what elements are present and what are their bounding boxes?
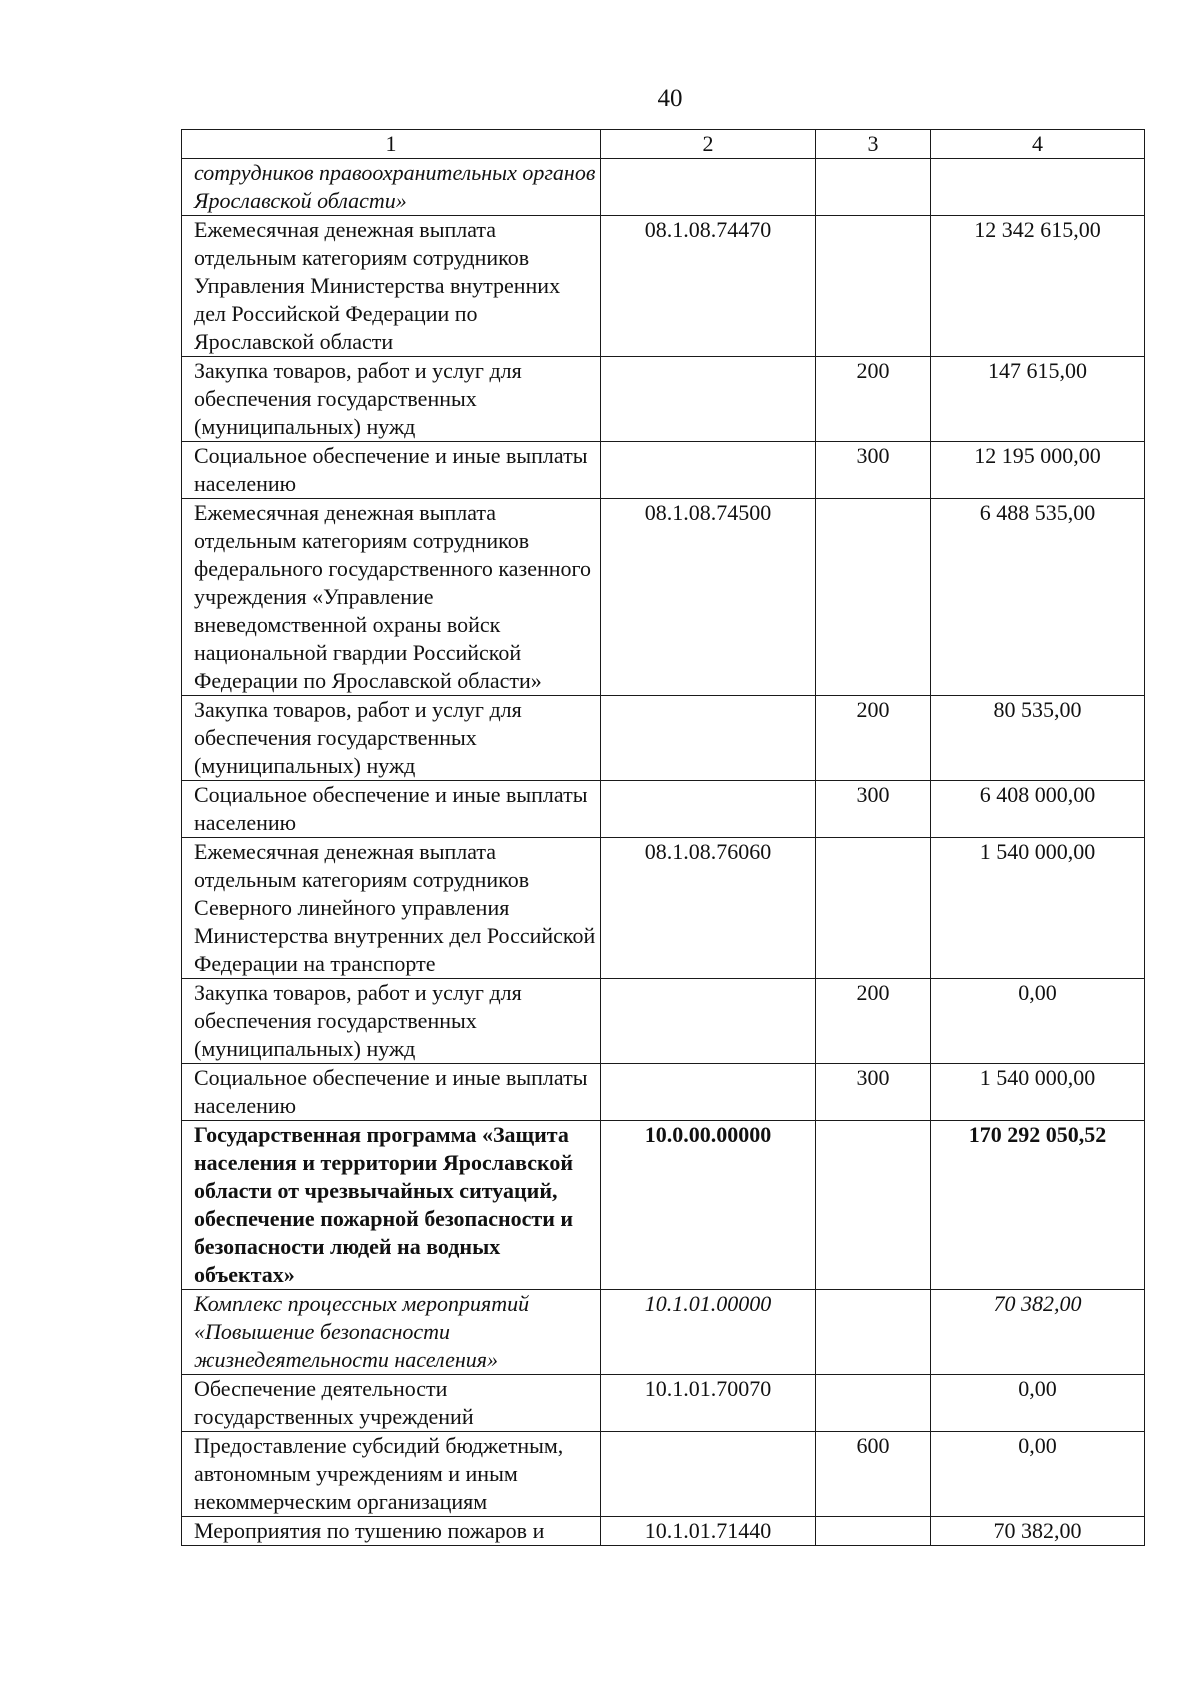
row-type-cell: 200 [816, 357, 931, 442]
row-name-cell: Социальное обеспечение и иные выплаты населению [182, 781, 601, 838]
row-name-cell: Закупка товаров, работ и услуг для обеспечения государственных (муниципальных) нужд [182, 357, 601, 442]
budget-table [181, 129, 1145, 1546]
row-name-cell: Закупка товаров, работ и услуг для обеспечения государственных (муниципальных) нужд [182, 696, 601, 781]
row-amount-cell: 1 540 000,00 [931, 1064, 1145, 1121]
table-row [182, 781, 1145, 838]
row-code-cell: 08.1.08.74500 [601, 499, 816, 696]
table-row [182, 1432, 1145, 1517]
table-row [182, 357, 1145, 442]
row-amount-cell: 170 292 050,52 [931, 1121, 1145, 1290]
row-code-cell: 10.1.01.70070 [601, 1375, 816, 1432]
header-col-2: 2 [601, 130, 816, 159]
row-name-cell: Ежемесячная денежная выплата отдельным категориям сотрудников Северного линейного управления Министерства внутренних дел Российской Федерации на транспорте [182, 838, 601, 979]
row-name-cell: Предоставление субсидий бюджетным, автономным учреждениям и иным некоммерческим организациям [182, 1432, 601, 1517]
row-name-cell: Закупка товаров, работ и услуг для обеспечения государственных (муниципальных) нужд [182, 979, 601, 1064]
table-row [182, 1517, 1145, 1546]
row-code-cell [601, 159, 816, 216]
row-type-cell [816, 1121, 931, 1290]
row-code-cell [601, 979, 816, 1064]
row-name-cell: Ежемесячная денежная выплата отдельным категориям сотрудников федерального государственного казенного учреждения «Управление вневедомственной охраны войск национальной гвардии Российской Федерации по Ярославской области» [182, 499, 601, 696]
row-type-cell: 200 [816, 696, 931, 781]
row-type-cell [816, 1375, 931, 1432]
row-amount-cell: 80 535,00 [931, 696, 1145, 781]
table-row [182, 499, 1145, 696]
row-type-cell: 300 [816, 781, 931, 838]
row-amount-cell: 0,00 [931, 979, 1145, 1064]
table-row [182, 1290, 1145, 1375]
row-type-cell [816, 1517, 931, 1546]
table-row [182, 696, 1145, 781]
row-amount-cell: 12 342 615,00 [931, 216, 1145, 357]
row-name-cell: сотрудников правоохранительных органов Ярославской области» [182, 159, 601, 216]
table-row [182, 838, 1145, 979]
row-amount-cell: 0,00 [931, 1375, 1145, 1432]
row-name-cell: Ежемесячная денежная выплата отдельным категориям сотрудников Управления Министерства внутренних дел Российской Федерации по Ярославской области [182, 216, 601, 357]
row-code-cell [601, 1064, 816, 1121]
row-type-cell [816, 499, 931, 696]
row-name-cell: Обеспечение деятельности государственных учреждений [182, 1375, 601, 1432]
row-type-cell [816, 838, 931, 979]
table-row [182, 159, 1145, 216]
row-name-cell: Социальное обеспечение и иные выплаты населению [182, 1064, 601, 1121]
row-code-cell: 08.1.08.76060 [601, 838, 816, 979]
row-amount-cell: 70 382,00 [931, 1290, 1145, 1375]
header-col-4: 4 [931, 130, 1145, 159]
table-row [182, 1121, 1145, 1290]
row-code-cell [601, 357, 816, 442]
row-code-cell: 10.0.00.00000 [601, 1121, 816, 1290]
table-row [182, 1064, 1145, 1121]
header-col-1: 1 [182, 130, 601, 159]
table-row [182, 1375, 1145, 1432]
table-header-row [182, 130, 1145, 159]
row-type-cell [816, 159, 931, 216]
row-type-cell: 300 [816, 442, 931, 499]
row-amount-cell: 6 408 000,00 [931, 781, 1145, 838]
row-name-cell: Социальное обеспечение и иные выплаты населению [182, 442, 601, 499]
row-amount-cell: 147 615,00 [931, 357, 1145, 442]
page-number: 40 [657, 85, 683, 112]
row-code-cell: 10.1.01.00000 [601, 1290, 816, 1375]
row-code-cell [601, 442, 816, 499]
row-type-cell: 300 [816, 1064, 931, 1121]
row-amount-cell: 6 488 535,00 [931, 499, 1145, 696]
row-code-cell [601, 781, 816, 838]
row-amount-cell: 70 382,00 [931, 1517, 1145, 1546]
row-name-cell: Государственная программа «Защита населения и территории Ярославской области от чрезвычайных ситуаций, обеспечение пожарной безопасности и безопасности людей на водных объектах» [182, 1121, 601, 1290]
row-type-cell: 600 [816, 1432, 931, 1517]
row-amount-cell: 0,00 [931, 1432, 1145, 1517]
row-code-cell [601, 1432, 816, 1517]
row-type-cell [816, 216, 931, 357]
row-name-cell: Мероприятия по тушению пожаров и [182, 1517, 601, 1546]
table-row [182, 216, 1145, 357]
row-type-cell [816, 1290, 931, 1375]
table-row [182, 442, 1145, 499]
row-code-cell: 08.1.08.74470 [601, 216, 816, 357]
table-row [182, 979, 1145, 1064]
row-amount-cell: 12 195 000,00 [931, 442, 1145, 499]
row-type-cell: 200 [816, 979, 931, 1064]
row-name-cell: Комплекс процессных мероприятий «Повышение безопасности жизнедеятельности населения» [182, 1290, 601, 1375]
header-col-3: 3 [816, 130, 931, 159]
row-amount-cell: 1 540 000,00 [931, 838, 1145, 979]
row-code-cell [601, 696, 816, 781]
row-amount-cell [931, 159, 1145, 216]
row-code-cell: 10.1.01.71440 [601, 1517, 816, 1546]
